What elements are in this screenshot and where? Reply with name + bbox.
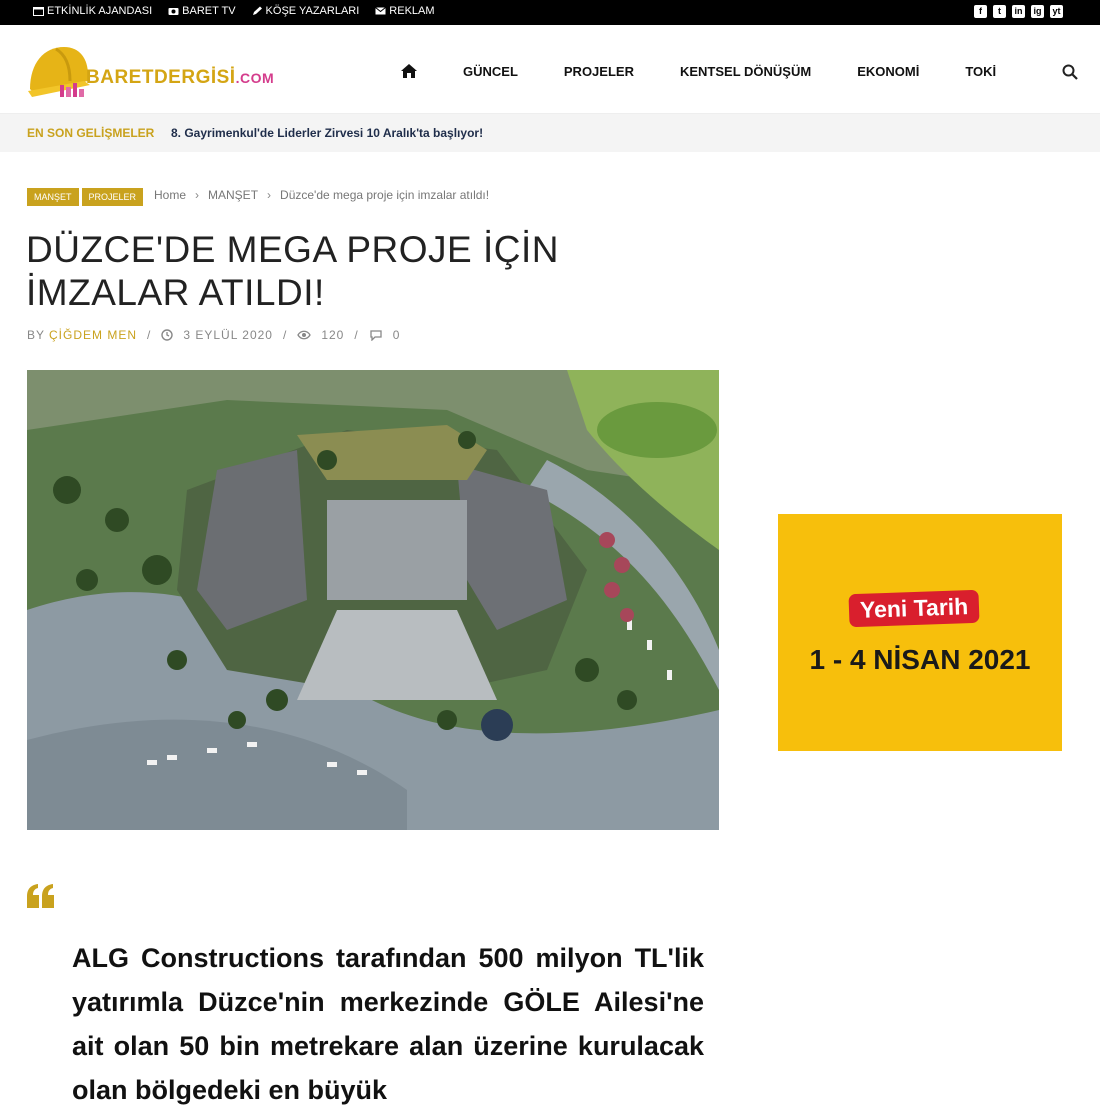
breadcrumb-separator: ›	[195, 188, 200, 202]
author-link[interactable]: ÇİĞDEM MEN	[49, 328, 138, 342]
main-nav	[400, 63, 1042, 79]
youtube-icon[interactable]: yt	[1050, 5, 1063, 18]
twitter-icon[interactable]: t	[993, 5, 1006, 18]
meta-separator: /	[354, 328, 359, 342]
clock-icon	[161, 329, 173, 341]
breadcrumb-home[interactable]: Home	[154, 188, 187, 202]
home-icon[interactable]	[400, 63, 418, 79]
top-link-ads[interactable]	[375, 5, 434, 17]
logo-text: BARETDERGİSİ.COM	[86, 67, 275, 88]
breaking-news-bar	[0, 114, 1100, 152]
top-link-label: REKLAM	[389, 5, 435, 17]
pencil-icon	[252, 6, 263, 16]
meta-separator: /	[282, 328, 288, 342]
top-link-tv[interactable]	[168, 5, 235, 17]
article-lead: ALG Constructions tarafından 500 milyon TL'lik yatırımla Düzce'nin merkezinde GÖLE Ailesi'ne ait olan 50 bin metrekare alan üzerine kurulacak olan bölgedeki en büyük	[72, 943, 704, 1105]
helmet-logo-icon	[26, 41, 92, 101]
top-link-columnists[interactable]	[252, 5, 360, 17]
site-logo[interactable]	[26, 41, 276, 101]
category-tags	[27, 188, 143, 206]
article-date: 3 EYLÜL 2020	[183, 328, 273, 342]
tag-manset[interactable]: MANŞET	[27, 188, 79, 206]
site-header	[0, 25, 1100, 114]
facebook-icon[interactable]: f	[974, 5, 987, 18]
top-link-label: KÖŞE YAZARLARI	[265, 5, 360, 17]
search-icon[interactable]	[1062, 64, 1078, 80]
meta-by: BY	[27, 328, 46, 342]
top-link-label: ETKİNLİK AJANDASI	[47, 5, 153, 17]
view-count: 120	[321, 328, 345, 342]
breaking-label: EN SON GELİŞMELER	[27, 126, 155, 140]
instagram-icon[interactable]: ig	[1031, 5, 1044, 18]
nav-item-projeler[interactable]: PROJELER	[563, 63, 634, 79]
nav-item-ekonomi[interactable]: EKONOMİ	[857, 63, 920, 79]
tag-projeler[interactable]: PROJELER	[82, 188, 144, 206]
breaking-headline-link[interactable]: 8. Gayrimenkul'de Liderler Zirvesi 10 Aralık'ta başlıyor!	[171, 126, 484, 140]
nav-item-guncel[interactable]: GÜNCEL	[463, 63, 518, 79]
article-hero-image	[27, 370, 719, 830]
comment-icon[interactable]	[369, 329, 383, 341]
breadcrumb-separator: ›	[267, 188, 272, 202]
social-links	[974, 5, 1063, 18]
quote-icon	[27, 884, 55, 908]
aerial-project-render	[27, 370, 719, 830]
calendar-icon	[33, 6, 44, 16]
envelope-icon	[375, 6, 386, 16]
article-title: DÜZCE'DE MEGA PROJE İÇİN İMZALAR ATILDI!	[26, 229, 560, 313]
nav-item-kentsel-donusum[interactable]: KENTSEL DÖNÜŞÜM	[679, 63, 812, 79]
comment-count: 0	[392, 328, 401, 342]
camera-icon	[168, 6, 179, 16]
meta-separator: /	[147, 328, 152, 342]
breadcrumb	[154, 188, 489, 202]
top-links	[33, 5, 435, 17]
breadcrumb-current: Düzce'de mega proje için imzalar atıldı!	[280, 188, 490, 202]
ad-dates: 1 - 4 NİSAN 2021	[809, 644, 1031, 675]
top-link-label: BARET TV	[182, 5, 236, 17]
linkedin-icon[interactable]: in	[1012, 5, 1025, 18]
article-meta	[27, 328, 400, 342]
eye-icon	[297, 329, 311, 341]
top-bar	[0, 0, 1100, 25]
ad-badge: Yeni Tarih	[848, 590, 979, 628]
event-ad-banner[interactable]	[778, 514, 1062, 751]
breadcrumb-manset[interactable]: MANŞET	[208, 188, 259, 202]
top-link-events[interactable]	[33, 5, 152, 17]
nav-item-toki[interactable]: TOKİ	[965, 63, 997, 79]
